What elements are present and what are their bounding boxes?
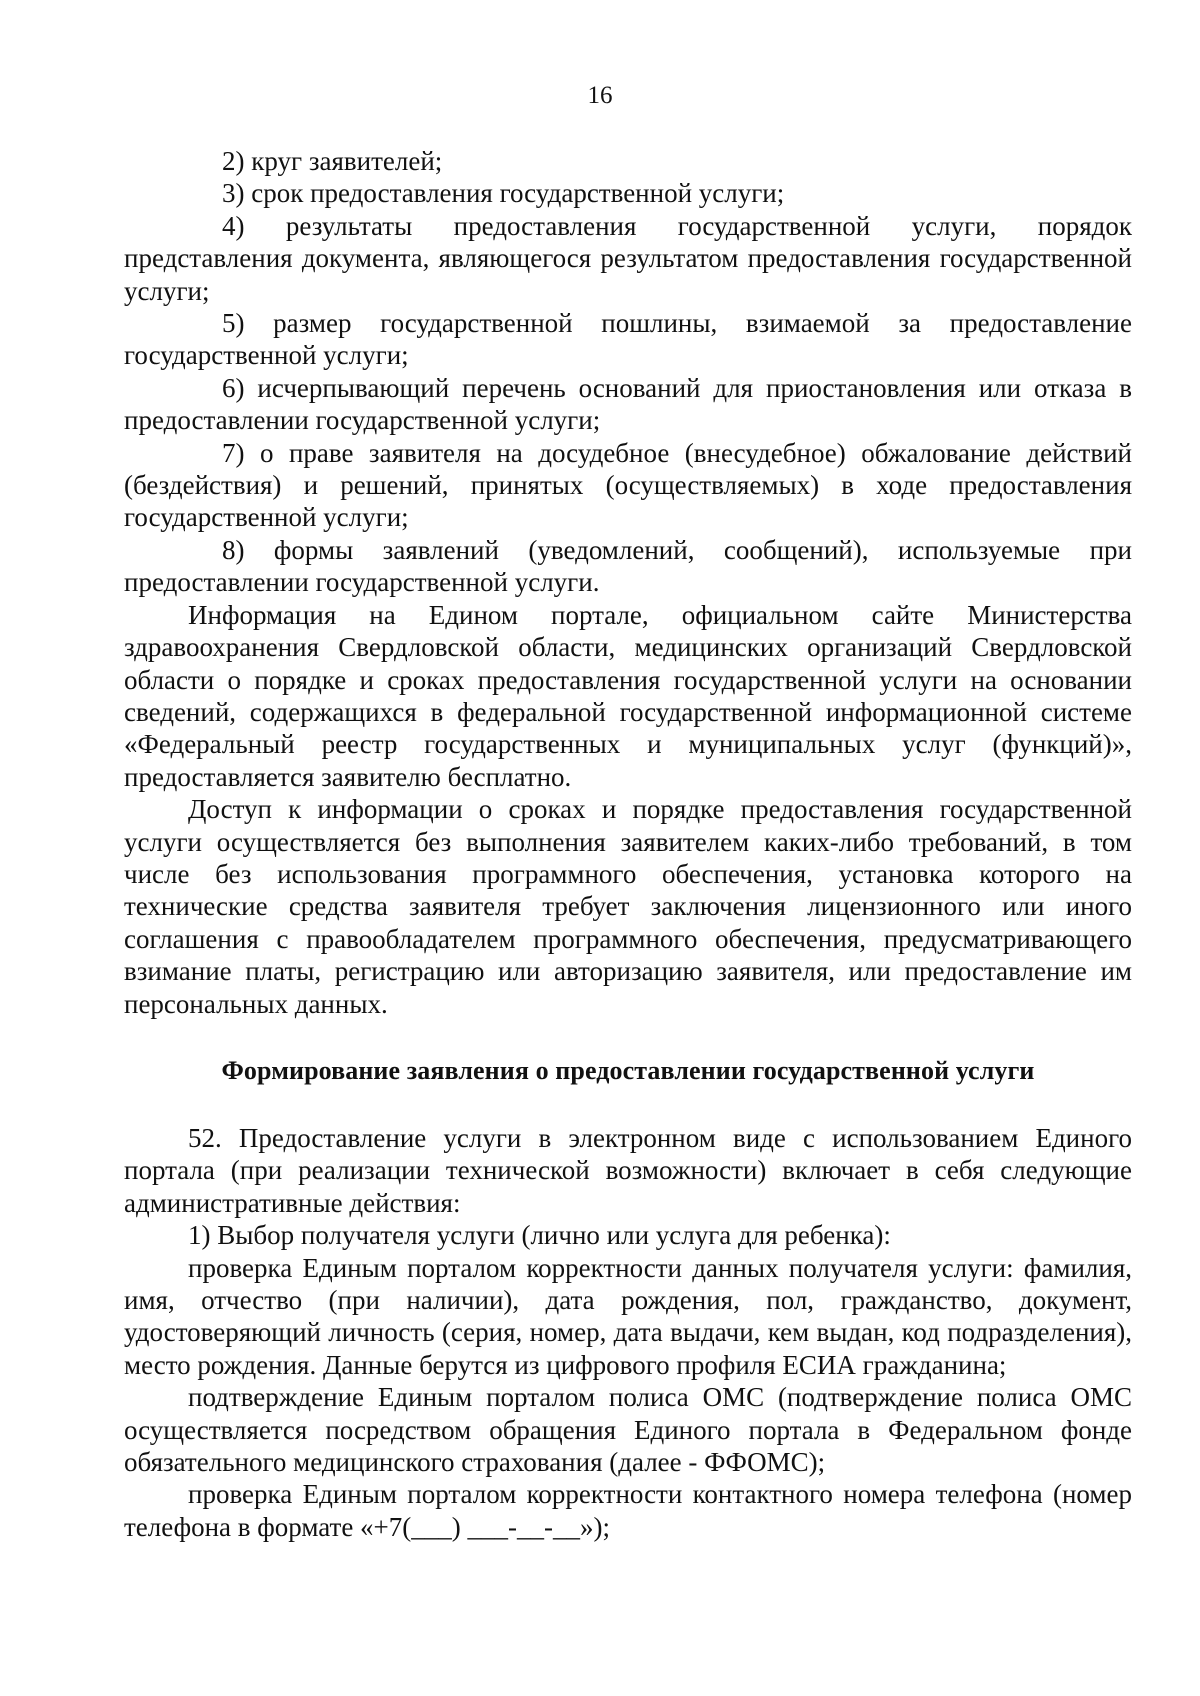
- list-item: 4) результаты предоставления государственной услуги, порядок представления документа, являющегося результатом предоставления государственной услуги;: [124, 210, 1132, 306]
- list-item: 5) размер государственной пошлины, взимаемой за предоставление государственной услуги;: [124, 308, 1132, 371]
- list-item: 2) круг заявителей;: [222, 146, 443, 176]
- list-item: 6) исчерпывающий перечень оснований для приостановления или отказа в предоставлении государственной услуги;: [124, 372, 1132, 436]
- list-item: 8) формы заявлений (уведомлений, сообщений), используемые при предоставлении государственной услуги.: [124, 534, 1132, 598]
- paragraph: 1) Выбор получателя услуги (лично или услуга для ребенка):: [188, 1220, 891, 1251]
- paragraph: 52. Предоставление услуги в электронном виде с использованием Единого портала (при реализации технической возможности) включает в себя следующие административные действия:: [124, 1122, 1132, 1218]
- document-body: [124, 145, 1132, 1543]
- paragraph: проверка Единым порталом корректности данных получателя услуги: фамилия, имя, отчество (при наличии), дата рождения, пол, гражданство, документ, удостоверяющий личность (серия, номер, дата выдачи, кем выдан, код подразделения), место рождения. Данные берутся из цифрового профиля ЕСИА гражданина;: [124, 1252, 1132, 1380]
- section-heading: Формирование заявления о предоставлении государственной услуги: [221, 1055, 1035, 1085]
- paragraph: проверка Единым порталом корректности контактного номера телефона (номер телефона в формате «+7(___) ___-__-__»);: [124, 1479, 1132, 1542]
- list-item: 7) о праве заявителя на досудебное (внесудебное) обжалование действий (бездействия) и решений, принятых (осуществляемых) в ходе предоставления государственной услуги;: [124, 437, 1132, 533]
- paragraph: Доступ к информации о сроках и порядке предоставления государственной услуги осуществляется без выполнения заявителем каких-либо требований, в том числе без использования программного обеспечения, установка которого на технические средства заявителя требует заключения лицензионного или иного соглашения с правообладателем программного обеспечения, предусматривающего взимание платы, регистрацию или авторизацию заявителя, или предоставление им персональных данных.: [124, 794, 1132, 1019]
- paragraph: подтверждение Единым порталом полиса ОМС (подтверждение полиса ОМС осуществляется посредством обращения Единого портала в Федеральном фонде обязательного медицинского страхования (далее - ФФОМС);: [124, 1382, 1132, 1478]
- page-number: 16: [587, 82, 613, 109]
- list-item: 3) срок предоставления государственной услуги;: [222, 178, 785, 209]
- paragraph: Информация на Едином портале, официальном сайте Министерства здравоохранения Свердловской области, медицинских организаций Свердловской области о порядке и сроках предоставления государственной услуги на основании сведений, содержащихся в федеральной государственной информационной системе «Федеральный реестр государственных и муниципальных услуг (функций)», предоставляется заявителю бесплатно.: [124, 599, 1132, 792]
- list-section: [124, 145, 1132, 1020]
- procedure-section: [124, 1122, 1132, 1543]
